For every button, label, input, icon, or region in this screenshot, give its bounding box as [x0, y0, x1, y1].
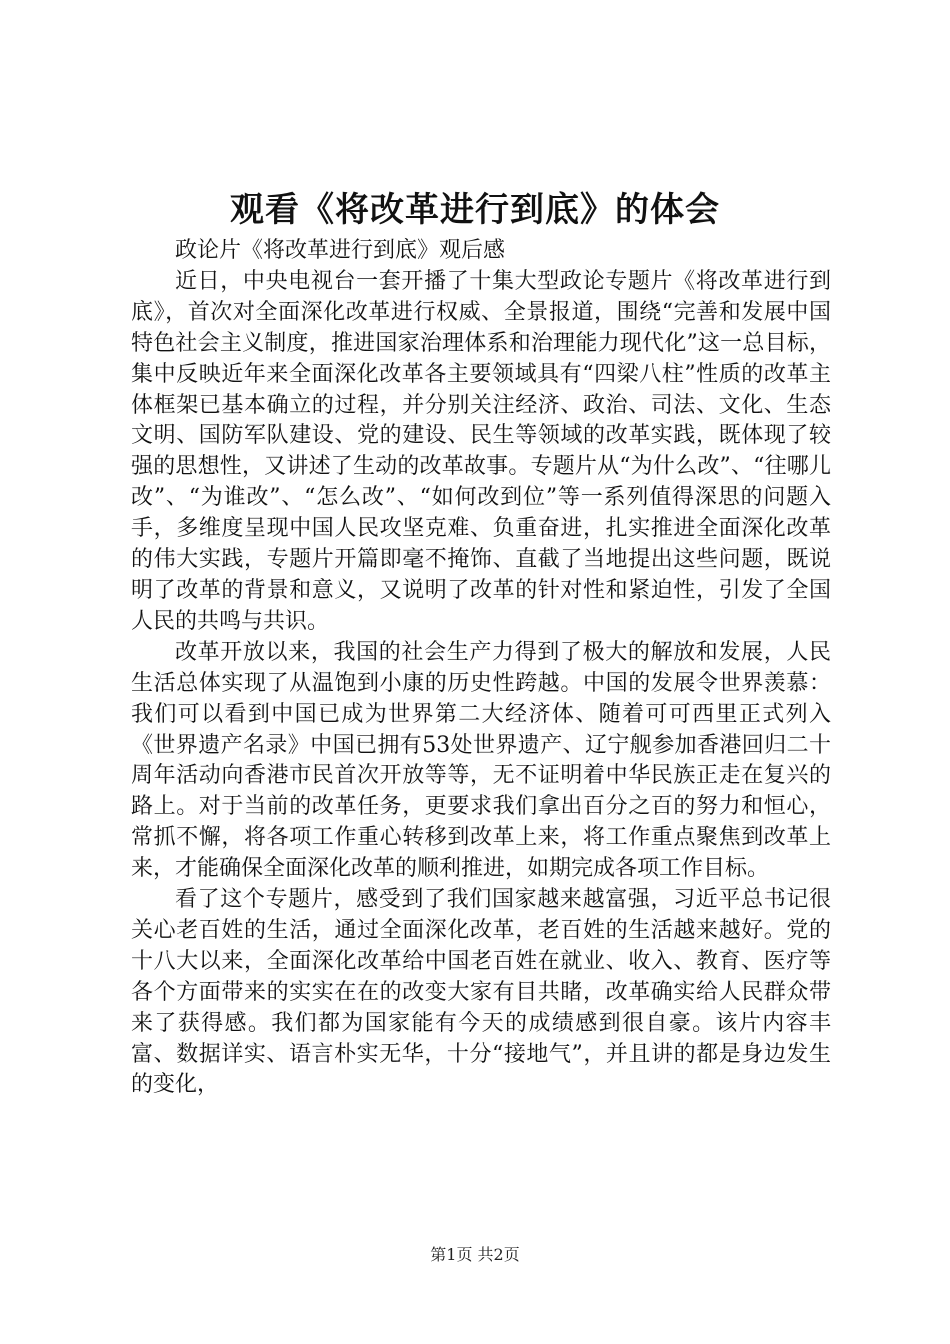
document-body — [131, 236, 831, 1101]
paragraph-1: 近日，中央电视台一套开播了十集大型政论专题片《将改革进行到底》，首次对全面深化改革进行权威、全景报道，围绕“完善和发展中国特色社会主义制度，推进国家治理体系和治理能力现代化”这一总目标，集中反映近年来全面深化改革各主要领域具有“四梁八柱”性质的改革主体框架已基本确立的过程，并分别关注经济、政治、司法、文化、生态文明、国防军队建设、党的建设、民生等领域的改革实践，既体现了较强的思想性，又讲述了生动的改革故事。专题片从“为什么改”、“往哪儿改”、“为谁改”、“怎么改”、“如何改到位”等一系列值得深思的问题入手，多维度呈现中国人民攻坚克难、负重奋进，扎实推进全面深化改革的伟大实践，专题片开篇即毫不掩饰、直截了当地提出这些问题，既说明了改革的背景和意义，又说明了改革的针对性和紧迫性，引发了全国人民的共鸣与共识。 — [131, 268, 831, 634]
document-subtitle: 政论片《将改革进行到底》观后感 — [175, 238, 506, 263]
page-footer: 第1页 共2页 — [430, 1245, 520, 1264]
paragraph-2: 改革开放以来，我国的社会生产力得到了极大的解放和发展，人民生活总体实现了从温饱到小康的历史性跨越。中国的发展令世界羡慕：我们可以看到中国已成为世界第二大经济体、随着可可西里正式列入《世界遗产名录》中国已拥有53处世界遗产、辽宁舰参加香港回归二十周年活动向香港市民首次开放等等，无不证明着中华民族正走在复兴的路上。对于当前的改革任务，更要求我们拿出百分之百的努力和恒心，常抓不懈，将各项工作重心转移到改革上来，将工作重点聚焦到改革上来，才能确保全面深化改革的顺利推进，如期完成各项工作目标。 — [131, 639, 831, 882]
document-title: 观看《将改革进行到底》的体会 — [230, 190, 720, 230]
paragraph-3: 看了这个专题片，感受到了我们国家越来越富强，习近平总书记很关心老百姓的生活，通过全面深化改革，老百姓的生活越来越好。党的十八大以来，全面深化改革给中国老百姓在就业、收入、教育、医疗等各个方面带来的实实在在的改变大家有目共睹，改革确实给人民群众带来了获得感。我们都为国家能有今天的成绩感到很自豪。该片内容丰富、数据详实、语言朴实无华，十分“接地气”，并且讲的都是身边发生的变化， — [131, 887, 831, 1098]
